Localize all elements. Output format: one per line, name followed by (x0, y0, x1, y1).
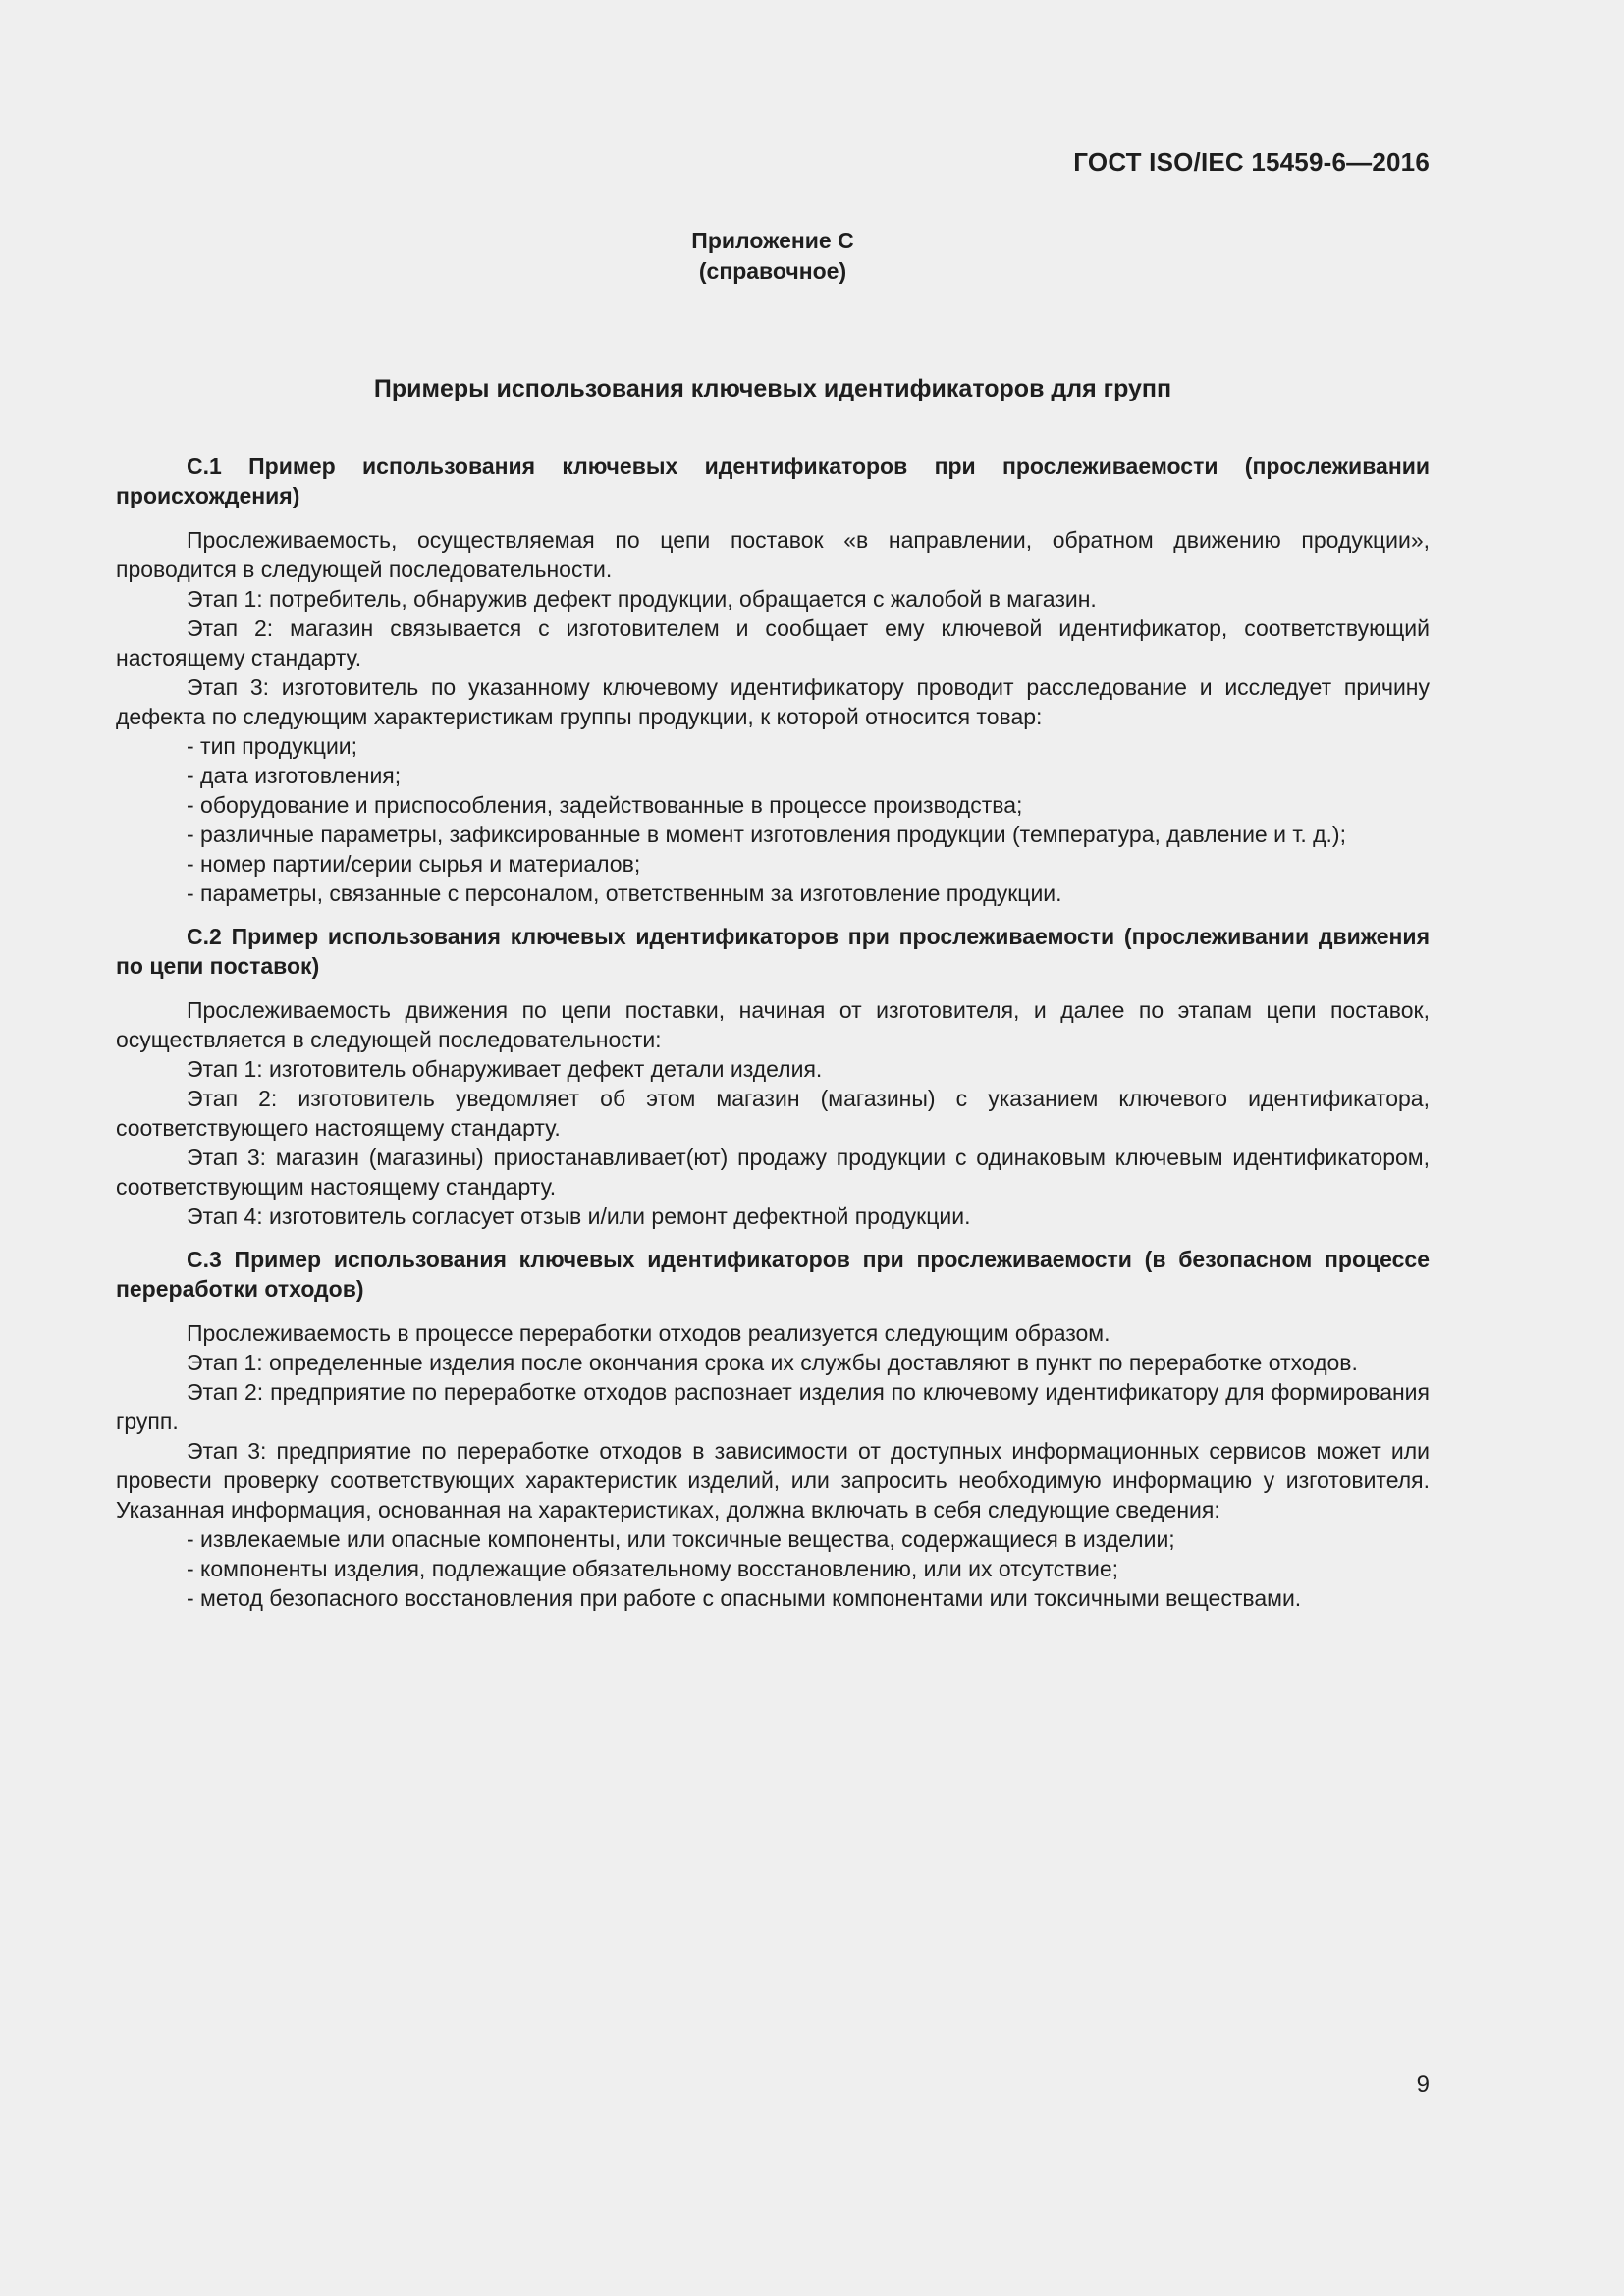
list-item: - дата изготовления; (187, 763, 402, 788)
section-heading: С.2 Пример использования ключевых идентификаторов при прослеживаемости (прослеживании движения по цепи поставок) (116, 924, 1430, 979)
paragraph: Прослеживаемость движения по цепи поставки, начиная от изготовителя, и далее по этапам цепи поставок, осуществляется в следующей последовательности: (116, 997, 1430, 1052)
appendix-title: Приложение C (691, 228, 854, 253)
paragraph: Прослеживаемость в процессе переработки отходов реализуется следующим образом. (187, 1320, 1110, 1346)
section-c2 (116, 922, 1430, 1231)
paragraph: Этап 3: предприятие по переработке отходов в зависимости от доступных информационных сервисов может или провести проверку соответствующих характеристик изделий, или запросить необходимую информацию у изготовителя. Указанная информация, основанная на характеристиках, должна включать в себя следующие сведения: (116, 1438, 1430, 1522)
section-c3 (116, 1245, 1430, 1613)
document-title: Примеры использования ключевых идентификаторов для групп (373, 375, 1172, 402)
appendix-subtitle: (справочное) (698, 258, 847, 284)
list-item: - извлекаемые или опасные компоненты, или токсичные вещества, содержащиеся в изделии; (187, 1526, 1175, 1552)
paragraph: Этап 4: изготовитель согласует отзыв и/или ремонт дефектной продукции. (187, 1203, 971, 1229)
section-heading: С.1 Пример использования ключевых идентификаторов при прослеживаемости (прослеживании происхождения) (116, 454, 1430, 508)
paragraph: Этап 2: предприятие по переработке отходов распознает изделия по ключевому идентификатору для формирования групп. (116, 1379, 1430, 1434)
paragraph: Этап 2: магазин связывается с изготовителем и сообщает ему ключевой идентификатор, соответствующий настоящему стандарту. (116, 615, 1430, 670)
paragraph: Этап 1: потребитель, обнаружив дефект продукции, обращается с жалобой в магазин. (187, 586, 1097, 612)
page-number: 9 (1416, 2071, 1430, 2098)
section-c1 (116, 452, 1430, 908)
paragraph: Прослеживаемость, осуществляемая по цепи поставок «в направлении, обратном движению продукции», проводится в следующей последовательности. (116, 527, 1430, 582)
paragraph: Этап 3: изготовитель по указанному ключевому идентификатору проводит расследование и исследует причину дефекта по следующим характеристикам группы продукции, к которой относится товар: (116, 674, 1430, 729)
list-item: - оборудование и приспособления, задействованные в процессе производства; (187, 792, 1023, 818)
paragraph: Этап 2: изготовитель уведомляет об этом магазин (магазины) с указанием ключевого идентификатора, соответствующего настоящему стандарту. (116, 1086, 1430, 1141)
list-item: - номер партии/серии сырья и материалов; (187, 851, 641, 877)
paragraph: Этап 1: изготовитель обнаруживает дефект детали изделия. (187, 1056, 823, 1082)
paragraph: Этап 3: магазин (магазины) приостанавливает(ют) продажу продукции с одинаковым ключевым идентификатором, соответствующим настоящему стандарту. (116, 1145, 1430, 1200)
list-item: - различные параметры, зафиксированные в момент изготовления продукции (температура, давление и т. д.); (187, 822, 1346, 847)
standard-designation: ГОСТ ISO/IEC 15459-6—2016 (1073, 147, 1430, 177)
list-item: - компоненты изделия, подлежащие обязательному восстановлению, или их отсутствие; (187, 1556, 1119, 1581)
appendix-heading (116, 226, 1430, 287)
list-item: - параметры, связанные с персоналом, ответственным за изготовление продукции. (187, 881, 1062, 906)
section-heading: С.3 Пример использования ключевых идентификаторов при прослеживаемости (в безопасном процессе переработки отходов) (116, 1247, 1430, 1302)
document-body (116, 452, 1430, 1627)
list-item: - тип продукции; (187, 733, 358, 759)
paragraph: Этап 1: определенные изделия после окончания срока их службы доставляют в пункт по переработке отходов. (187, 1350, 1358, 1375)
list-item: - метод безопасного восстановления при работе с опасными компонентами или токсичными веществами. (187, 1585, 1302, 1611)
